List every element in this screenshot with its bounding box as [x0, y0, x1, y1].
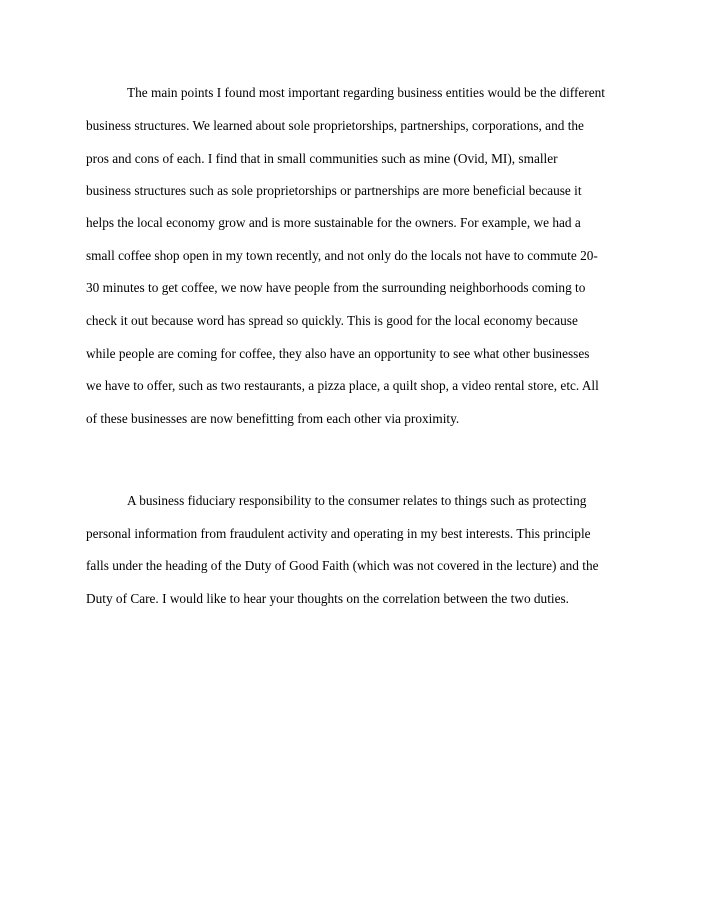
paragraph-1-line-10: we have to offer, such as two restaurants, a pizza place, a quilt shop, a video rental store, etc. All	[86, 378, 599, 393]
paragraph-1-line-3: pros and cons of each. I find that in small communities such as mine (Ovid, MI), smaller	[86, 151, 558, 166]
paragraph-1-line-5: helps the local economy grow and is more sustainable for the owners. For example, we had a	[86, 215, 581, 230]
paragraph-1-line-2: business structures. We learned about sole proprietorships, partnerships, corporations, and the	[86, 118, 584, 133]
paragraph-1-line-11: of these businesses are now benefitting from each other via proximity.	[86, 411, 460, 426]
paragraph-2-line-2: personal information from fraudulent activity and operating in my best interests. This principle	[86, 526, 591, 541]
paragraph-2-line-1: A business fiduciary responsibility to the consumer relates to things such as protecting	[127, 493, 587, 508]
paragraph-1-line-6: small coffee shop open in my town recently, and not only do the locals not have to commute 20-	[86, 248, 598, 263]
paragraph-1-line-4: business structures such as sole proprietorships or partnerships are more beneficial because it	[86, 183, 582, 198]
paragraph-1-line-8: check it out because word has spread so quickly. This is good for the local economy because	[86, 313, 578, 328]
paragraph-1-line-7: 30 minutes to get coffee, we now have people from the surrounding neighborhoods coming to	[86, 280, 586, 295]
paragraph-2-line-4: Duty of Care. I would like to hear your thoughts on the correlation between the two duties.	[86, 591, 569, 606]
paragraph-2-line-3: falls under the heading of the Duty of Good Faith (which was not covered in the lecture) and the	[86, 558, 599, 573]
paragraph-1-line-1: The main points I found most important regarding business entities would be the different	[127, 85, 605, 100]
paragraph-1-line-9: while people are coming for coffee, they also have an opportunity to see what other businesses	[86, 346, 590, 361]
